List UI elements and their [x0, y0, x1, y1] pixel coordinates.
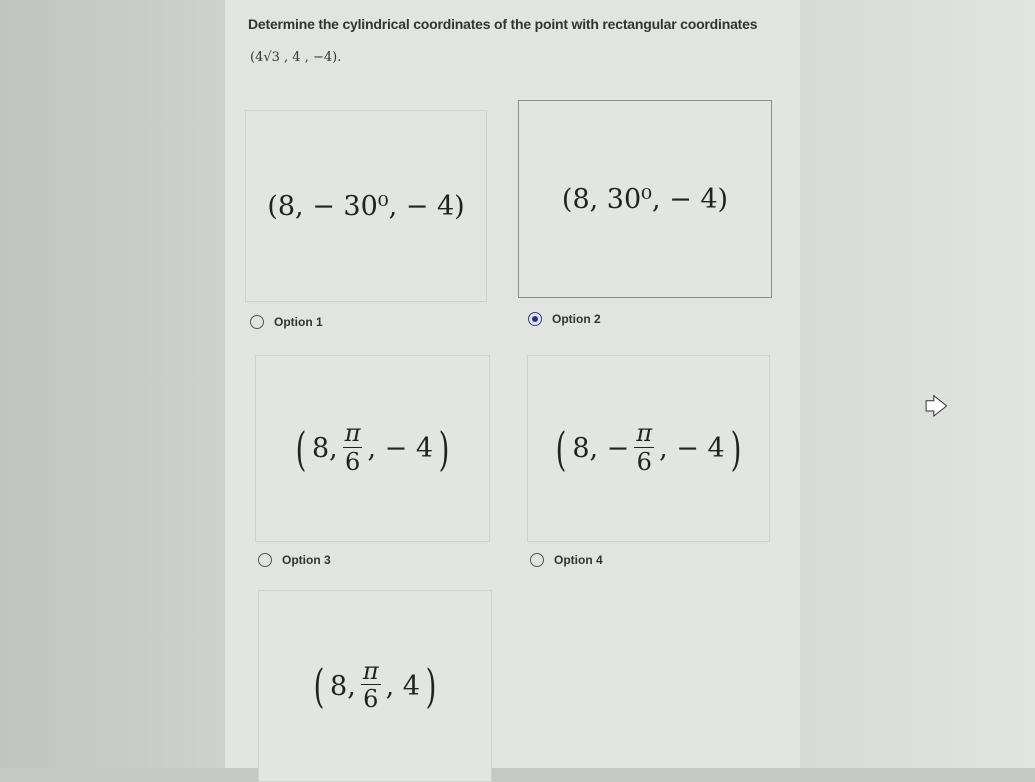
- option-3-radio[interactable]: [258, 553, 331, 567]
- option-3-card[interactable]: [255, 355, 490, 542]
- math-part: 6: [363, 685, 379, 714]
- arrow-pointer-icon: 🡆: [925, 394, 948, 419]
- option-4-label: Option 4: [554, 553, 603, 567]
- math-part: , − 4: [367, 433, 434, 464]
- math-part: , − 4: [659, 433, 725, 464]
- math-part: , 4: [385, 670, 420, 702]
- math-part: [343, 420, 363, 476]
- option-3-expression: [292, 420, 453, 476]
- option-1-card[interactable]: [245, 110, 487, 302]
- question-text: Determine the cylindrical coordinates of the point with rectangular coordinates: [248, 16, 758, 32]
- option-2-card[interactable]: [518, 100, 772, 298]
- radio-unchecked-icon[interactable]: [530, 553, 544, 567]
- math-part: 6: [344, 447, 361, 476]
- math-part: π: [344, 419, 361, 448]
- math-part: ): [438, 421, 450, 476]
- math-part: 6: [636, 447, 652, 476]
- radio-unchecked-icon[interactable]: [258, 553, 272, 567]
- math-part: 8, −: [572, 433, 630, 464]
- math-part: [361, 658, 381, 714]
- math-part: ): [425, 659, 437, 713]
- math-part: 8,: [330, 670, 356, 702]
- option-5-card[interactable]: [258, 590, 492, 782]
- math-part: π: [362, 656, 379, 685]
- option-4-expression: [552, 420, 744, 476]
- option-4-card[interactable]: [527, 355, 770, 542]
- option-4-radio[interactable]: [530, 553, 603, 567]
- background-left: [0, 0, 225, 768]
- option-2-label: Option 2: [552, 312, 601, 326]
- option-2-radio[interactable]: [528, 312, 601, 326]
- question-point: (4√3 , 4 , −4).: [250, 50, 342, 65]
- option-3-label: Option 3: [282, 553, 331, 567]
- math-part: (: [295, 421, 307, 476]
- radio-checked-icon[interactable]: [528, 312, 542, 326]
- option-2-expression: (8, 30⁰, − 4): [561, 183, 729, 215]
- option-1-label: Option 1: [274, 315, 323, 329]
- math-part: (: [313, 659, 325, 713]
- option-1-radio[interactable]: [250, 315, 323, 329]
- math-part: 8,: [311, 433, 338, 464]
- math-part: [634, 420, 654, 476]
- math-part: ): [730, 421, 742, 476]
- background-right: [800, 0, 1035, 768]
- radio-unchecked-icon[interactable]: [250, 315, 264, 329]
- math-part: (: [555, 421, 567, 476]
- option-1-expression: (8, − 30⁰, − 4): [267, 190, 465, 222]
- option-5-expression: [310, 658, 440, 714]
- math-part: π: [636, 419, 653, 448]
